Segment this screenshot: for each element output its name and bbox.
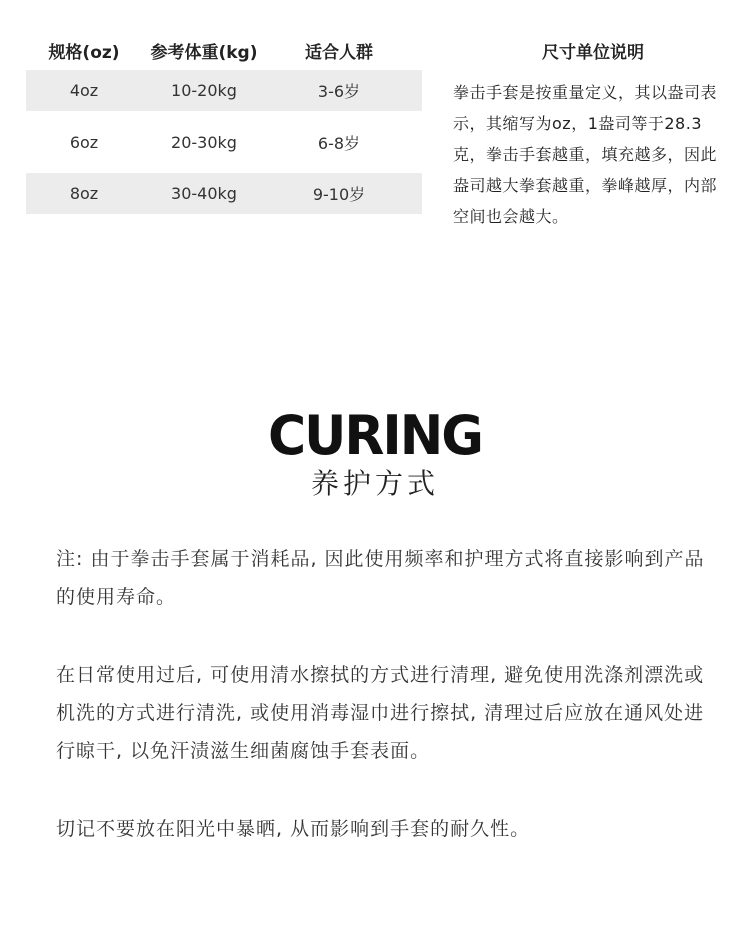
size-table-header (26, 30, 422, 70)
cell-weight: 10-20kg (171, 81, 237, 100)
size-note (453, 38, 733, 232)
care-note-paragraph: 注: 由于拳击手套属于消耗品, 因此使用频率和护理方式将直接影响到产品的使用寿命。 (56, 548, 705, 608)
cell-age: 3-6岁 (317, 82, 361, 101)
size-note-text: 拳击手套是按重量定义，其以盎司表示，其缩写为oz，1盎司等于28.3克，拳击手套越重，填充越多，因此盎司越大拳套越重，拳峰越厚，内部空间也会越大。 (453, 83, 718, 226)
table-row (26, 173, 422, 214)
cell-size: 4oz (69, 81, 99, 100)
header-weight: 参考体重(kg) (150, 42, 258, 63)
header-age: 适合人群 (305, 42, 373, 63)
curing-title: CURING (268, 404, 482, 468)
size-table (26, 30, 422, 214)
care-sun-warning-paragraph: 切记不要放在阳光中暴晒, 从而影响到手套的耐久性。 (56, 818, 531, 840)
cell-age: 9-10岁 (312, 185, 366, 204)
curing-subtitle: 养护方式 (310, 467, 439, 500)
care-cleaning-paragraph: 在日常使用过后, 可使用清水擦拭的方式进行清理, 避免使用洗涤剂漂洗或机洗的方式进行清洗, 或使用消毒湿巾进行擦拭, 清理过后应放在通风处进行晾干, 以免汗渍滋生细菌腐蚀手套表面。 (56, 664, 705, 762)
cell-weight: 30-40kg (171, 184, 237, 203)
table-row (26, 111, 422, 173)
cell-age: 6-8岁 (317, 133, 361, 153)
header-size: 规格(oz) (48, 42, 120, 63)
table-row (26, 70, 422, 111)
cell-weight: 20-30kg (171, 132, 237, 152)
cell-size: 8oz (69, 184, 99, 203)
size-note-title: 尺寸单位说明 (542, 43, 644, 63)
cell-size: 6oz (69, 132, 99, 152)
